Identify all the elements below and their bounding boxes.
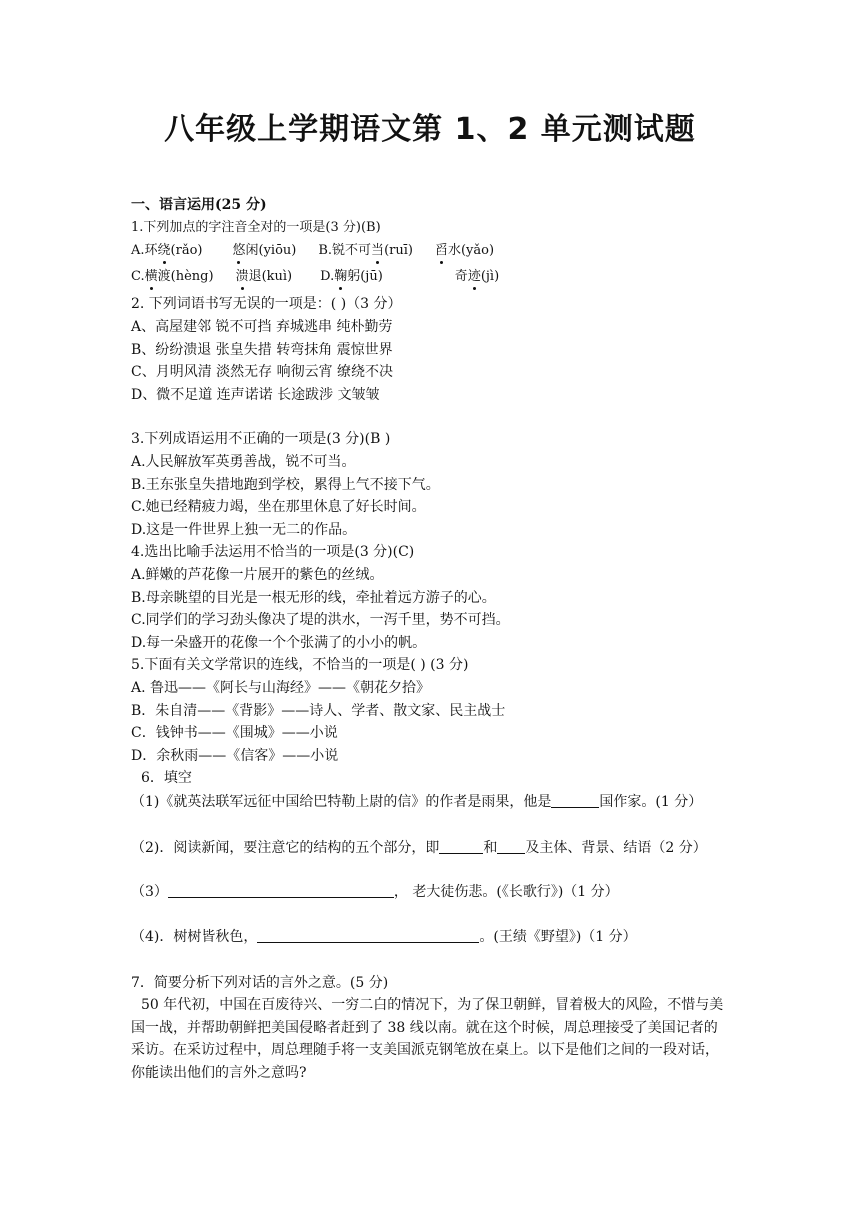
q6-item-3: （3） ， 老大徒伤悲。(《长歌行》)（1 分）: [131, 884, 619, 900]
q1-option-a: A.环绕(rǎo): [131, 243, 202, 258]
question-1-row-cd: [131, 267, 499, 287]
q4-option-b: B.母亲眺望的目光是一根无形的线，牵扯着远方游子的心。: [131, 590, 496, 606]
q6-blank-3: [168, 883, 394, 898]
q1-option-d2: 奇迹(jì): [455, 269, 499, 284]
q2-option-a: A、高屋建邻 锐不可挡 弃城逃串 纯朴勤劳: [131, 319, 393, 335]
section-heading: 一、语言运用(25 分): [131, 197, 267, 213]
q3-option-a: A.人民解放军英勇善战，锐不可当。: [131, 454, 356, 470]
q6-blank-2b: [497, 839, 525, 854]
q1-option-a2: 悠闲(yiōu): [232, 243, 296, 258]
question-5-stem: 5.下面有关文学常识的连线，不恰当的一项是( ) (3 分): [131, 657, 469, 673]
question-1-stem: 1.下列加点的字注音全对的一项是(3 分)(B): [131, 220, 381, 235]
question-7-stem: 7．简要分析下列对话的言外之意。(5 分): [131, 975, 389, 991]
q1-option-b2: 舀水(yǎo): [435, 243, 494, 258]
q4-option-a: A.鲜嫩的芦花像一片展开的紫色的丝绒。: [131, 567, 384, 583]
q3-option-d: D.这是一件世界上独一无二的作品。: [131, 522, 357, 538]
q1-option-c2: 溃退(kuì): [236, 269, 293, 284]
page-title: 八年级上学期语文第 1、2 单元测试题: [164, 112, 696, 147]
question-4-stem: 4.选出比喻手法运用不恰当的一项是(3 分)(C): [131, 544, 415, 560]
q4-option-d: D.每一朵盛开的花像一个个张满了的小小的帆。: [131, 635, 427, 651]
q6-item-4: （4)．树树皆秋色， 。(王绩《野望》)（1 分）: [131, 929, 637, 945]
question-2-stem: 2. 下列词语书写无误的一项是：( )（3 分）: [131, 296, 402, 312]
q3-option-c: C.她已经精疲力竭，坐在那里休息了好长时间。: [131, 499, 426, 515]
question-3-stem: 3.下列成语运用不正确的一项是(3 分)(B ): [131, 431, 391, 447]
question-1-row-ab: [131, 241, 494, 261]
q1-option-d: D.鞠躬(jū): [320, 269, 383, 284]
q1-option-b: B.锐不可当(ruī): [318, 243, 413, 258]
q5-option-a: A. 鲁迅——《阿长与山海经》——《朝花夕拾》: [131, 680, 431, 696]
q1-option-c: C.横渡(hèng): [131, 269, 214, 284]
q6-blank-2a: [439, 839, 483, 854]
q6-item-1: （1)《就英法联军远征中国给巴特勒上尉的信》的作者是雨果，他是 国作家。(1 分）: [131, 794, 703, 810]
q6-blank-4: [257, 928, 479, 943]
q6-blank-1: [551, 793, 599, 808]
question-6-stem: 6．填空: [141, 770, 192, 786]
q5-option-b: B．朱自清——《背影》——诗人、学者、散文家、民主战士: [131, 703, 506, 719]
q2-option-b: B、纷纷溃退 张皇失措 转弯抹角 震惊世界: [131, 342, 393, 358]
q4-option-c: C.同学们的学习劲头像决了堤的洪水，一泻千里，势不可挡。: [131, 612, 510, 628]
q2-option-d: D、微不足道 连声诺诺 长途跋涉 文皱皱: [131, 387, 380, 403]
q3-option-b: B.王东张皇失措地跑到学校，累得上气不接下气。: [131, 477, 440, 493]
q2-option-c: C、月明风清 淡然无存 响彻云宵 缭绕不决: [131, 364, 394, 380]
q5-option-d: D．余秋雨——《信客》——小说: [131, 748, 339, 764]
q6-item-2: （2)．阅读新闻，要注意它的结构的五个部分，即 和 及主体、背景、结语（2 分）: [131, 840, 707, 856]
q5-option-c: C．钱钟书——《围城》——小说: [131, 725, 338, 741]
q7-passage: 50 年代初，中国在百废待兴、一穷二白的情况下，为了保卫朝鲜，冒着极大的风险，不惜与美国一战，并帮助朝鲜把美国侵略者赶到了 38 线以南。就在这个时候，周总理接受了美国记者的采访。在采访过程中，周总理随手将一支美国派克钢笔放在桌上。以下是他们之间的一段对话，你能读出他们的言外之意吗?: [131, 997, 724, 1081]
